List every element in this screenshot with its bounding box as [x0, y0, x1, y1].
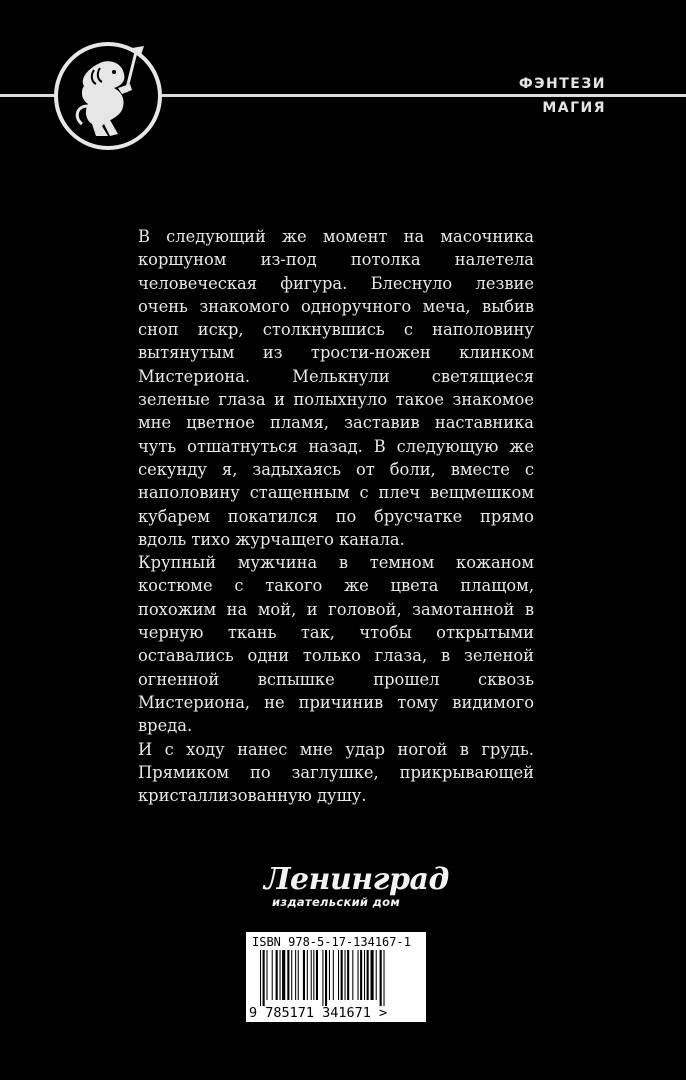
lion-rampant-icon	[52, 40, 164, 152]
barcode-bar	[341, 950, 343, 1000]
barcode-bar	[316, 950, 318, 1000]
barcode-bar	[272, 950, 273, 1000]
genre-magic: МАГИЯ	[542, 100, 606, 116]
genre-fantasy: ФЭНТЕЗИ	[518, 76, 606, 92]
barcode-bar	[303, 950, 305, 1000]
barcode-bar	[347, 950, 349, 1000]
isbn-number: ISBN 978-5-17-134167-1	[252, 935, 411, 949]
barcode-bar	[329, 950, 330, 1000]
barcode-bar	[307, 950, 308, 1000]
publisher-subtitle: издательский дом	[272, 895, 401, 909]
barcode-bar	[325, 950, 327, 1006]
barcode-bar	[291, 950, 292, 1000]
barcode-bar	[384, 950, 385, 1006]
publisher-name: Ленинград	[264, 862, 449, 897]
barcode-bar	[376, 950, 377, 1000]
barcode-bar	[313, 950, 314, 1000]
barcode-bar	[295, 950, 296, 1000]
barcode-bar	[298, 950, 299, 1000]
barcode	[246, 932, 426, 1022]
barcode-bar	[260, 950, 261, 1006]
blurb-paragraph: В следующий же момент на масочника коршуном из-под потолка налетела человеческая фигура. Блеснуло лезвие очень знакомого одноручного меча, выбив сноп искр, столкнувшись с наполовину вытянутым из трости-ножен клинком Мистериона. Мелькнули светящиеся зеленые глаза и полыхнуло такое знакомое мне цветное пламя, заставив наставника чуть отшатнуться назад. В следующую же секунду я, задыхаясь от боли, вместе с наполовину стащенным с плеч вещмешком кубарем покатился по брусчатке прямо вдоль тихо журчащего канала.	[138, 227, 534, 549]
ean-digits: 9 785171 341671 >	[249, 1005, 388, 1021]
barcode-bar	[311, 950, 312, 1000]
barcode-bars-icon	[260, 950, 418, 1006]
barcode-bar	[367, 950, 369, 1000]
blurb-paragraph: Крупный мужчина в темном кожаном костюме с такого же цвета плащом, похожим на мой, и головой, замотанной в черную ткань так, чтобы открытыми оставались одни только глаза, в зеленой огненной вспышке прошел сквозь Мистериона, не причинив тому видимого вреда.	[138, 553, 534, 736]
barcode-bar	[267, 950, 268, 1000]
barcode-bar	[282, 950, 285, 1000]
book-blurb	[138, 225, 534, 807]
barcode-bar	[287, 950, 289, 1000]
barcode-bar	[263, 950, 265, 1006]
publisher-logo	[246, 862, 449, 922]
barcode-bar	[276, 950, 278, 1000]
barcode-bar	[380, 950, 382, 1006]
barcode-bar	[352, 950, 353, 1000]
barcode-bar	[280, 950, 281, 1000]
barcode-bar	[358, 950, 359, 1000]
barcode-bar	[360, 950, 362, 1000]
barcode-bar	[364, 950, 365, 1000]
barcode-bar	[338, 950, 339, 1000]
barcode-bar	[322, 950, 323, 1006]
barcode-bar	[371, 950, 374, 1000]
blurb-paragraph: И с ходу нанес мне удар ногой в грудь. Прямиком по заглушке, прикрывающей кристаллизованную душу.	[138, 739, 534, 806]
barcode-bar	[345, 950, 346, 1000]
barcode-bar	[333, 950, 334, 1000]
